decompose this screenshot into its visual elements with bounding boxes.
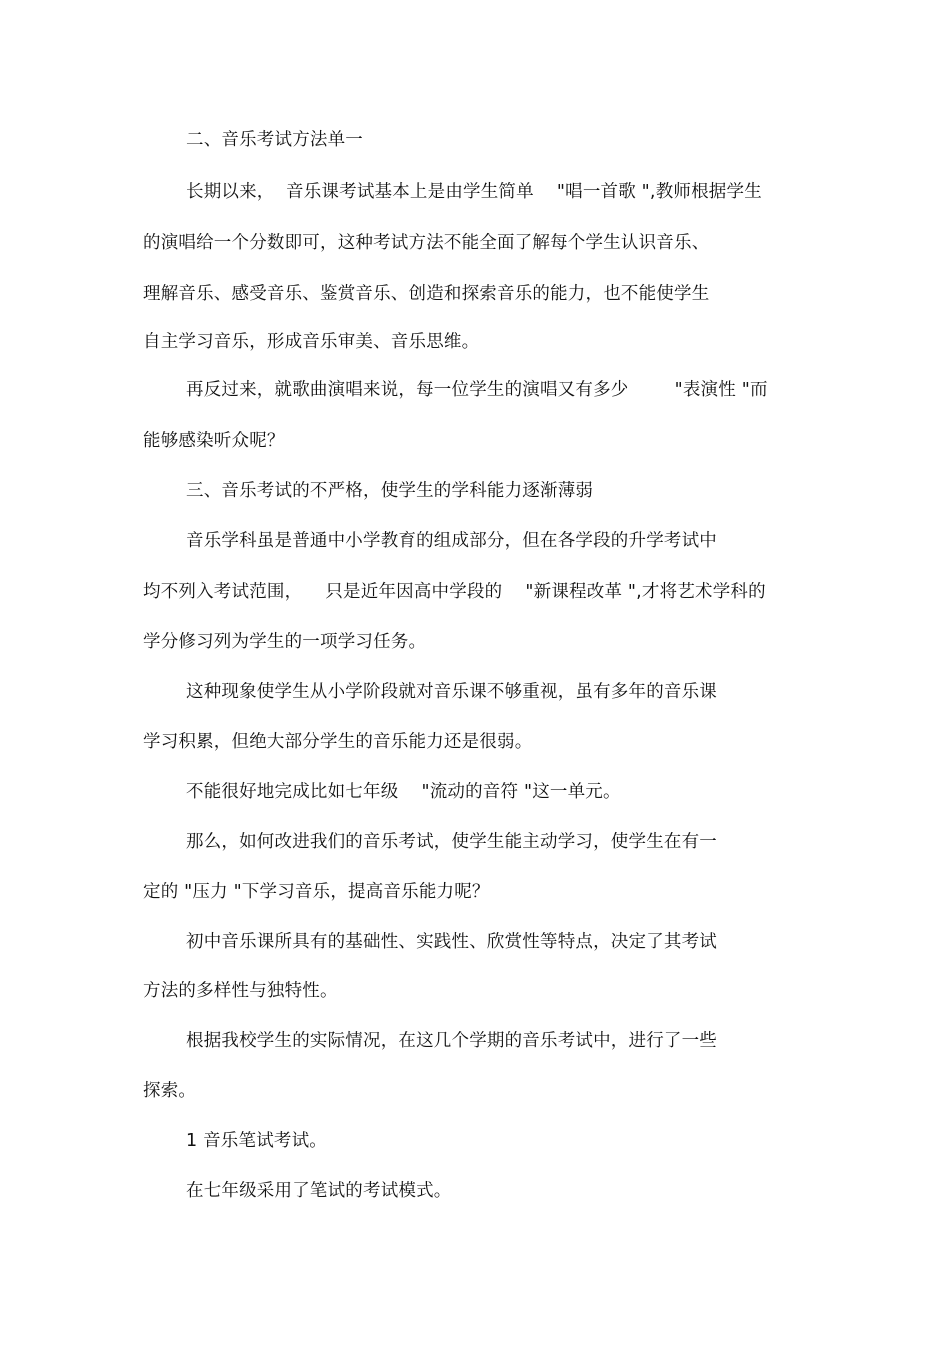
- subsection-heading: 1 音乐笔试考试。: [186, 1131, 327, 1151]
- paragraph-line: 不能很好地完成比如七年级 "流动的音符 "这一单元。: [186, 782, 621, 802]
- paragraph-line: 在七年级采用了笔试的考试模式。: [186, 1181, 452, 1201]
- paragraph-line: 的演唱给一个分数即可，这种考试方法不能全面了解每个学生认识音乐、: [143, 233, 710, 253]
- paragraph-line: 学习积累，但绝大部分学生的音乐能力还是很弱。: [143, 732, 533, 752]
- paragraph-line: 定的 "压力 "下学习音乐，提高音乐能力呢？: [143, 882, 490, 902]
- paragraph-line: 理解音乐、感受音乐、鉴赏音乐、创造和探索音乐的能力，也不能使学生: [143, 284, 710, 304]
- paragraph-line: 学分修习列为学生的一项学习任务。: [143, 632, 427, 652]
- paragraph-line: 能够感染听众呢？: [143, 431, 285, 451]
- paragraph-line: 长期以来， 音乐课考试基本上是由学生简单 "唱一首歌 ",教师根据学生: [186, 182, 762, 202]
- paragraph-line: 初中音乐课所具有的基础性、实践性、欣赏性等特点，决定了其考试: [186, 932, 717, 952]
- paragraph-line: 音乐学科虽是普通中小学教育的组成部分，但在各学段的升学考试中: [186, 531, 717, 551]
- section-heading-2: 二、音乐考试方法单一: [186, 130, 363, 150]
- paragraph-line: 根据我校学生的实际情况，在这几个学期的音乐考试中，进行了一些: [186, 1031, 717, 1051]
- paragraph-line: 这种现象使学生从小学阶段就对音乐课不够重视，虽有多年的音乐课: [186, 682, 717, 702]
- paragraph-line: 方法的多样性与独特性。: [143, 981, 338, 1001]
- paragraph-line: 均不列入考试范围， 只是近年因高中学段的 "新课程改革 ",才将艺术学科的: [143, 582, 766, 602]
- paragraph-line: 探索。: [143, 1081, 197, 1101]
- paragraph-line: 再反过来，就歌曲演唱来说，每一位学生的演唱又有多少 "表演性 "而: [186, 380, 768, 400]
- paragraph-line: 自主学习音乐，形成音乐审美、音乐思维。: [143, 332, 480, 352]
- paragraph-line: 那么，如何改进我们的音乐考试，使学生能主动学习，使学生在有一: [186, 832, 717, 852]
- section-heading-3: 三、音乐考试的不严格，使学生的学科能力逐渐薄弱: [186, 481, 594, 501]
